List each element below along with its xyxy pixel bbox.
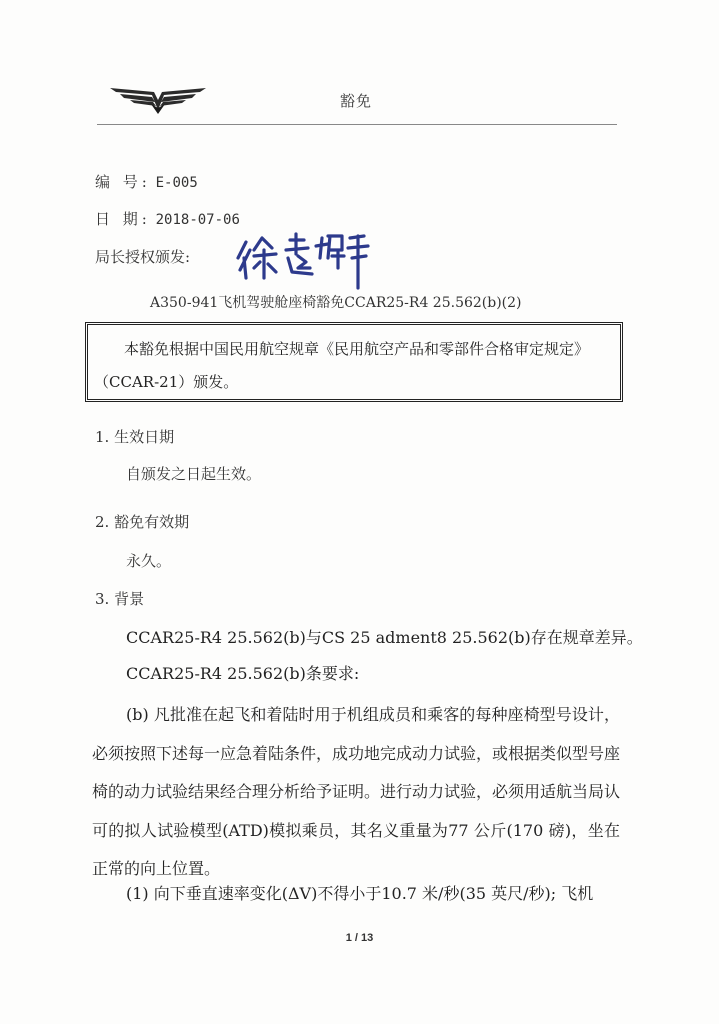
background-paragraph-b: (b) 凡批准在起飞和着陆时用于机组成员和乘客的每种座椅型号设计，必须按照下述每一应急着陆条件，成功地完成动力试验，或根据类似型号座椅的动力试验结果经合理分析给予证明。进行动力试验，必须用适航当局认可的拟人试验模型(ATD)模拟乘员，其名义重量为77 公斤(170 磅)，坐在正常的向上位置。 bbox=[92, 705, 621, 878]
date-line bbox=[95, 208, 240, 229]
section-heading-effective-date: 1. 生效日期 bbox=[95, 428, 175, 446]
background-item-1: (1) 向下垂直速率变化(ΔV)不得小于10.7 米/秒(35 英尺/秒); 飞机 bbox=[126, 884, 594, 903]
background-line-2: CCAR25-R4 25.562(b)条要求: bbox=[126, 664, 360, 683]
authorized-line bbox=[95, 246, 190, 267]
notice-box bbox=[85, 322, 623, 402]
section-body-validity: 永久。 bbox=[126, 552, 172, 570]
number-value: E-005 bbox=[155, 175, 198, 191]
number-line bbox=[95, 171, 198, 192]
header-divider bbox=[97, 124, 617, 125]
notice-text: 本豁免根据中国民用航空规章《民用航空产品和零部件合格审定规定》（CCAR-21）颁发。 bbox=[94, 340, 590, 391]
caac-wings-logo bbox=[108, 78, 208, 118]
section-heading-background: 3. 背景 bbox=[95, 590, 145, 608]
number-label: 编 号: bbox=[95, 173, 151, 191]
date-value: 2018-07-06 bbox=[155, 212, 240, 228]
section-body-effective-date: 自颁发之日起生效。 bbox=[126, 465, 262, 483]
date-label: 日 期: bbox=[95, 210, 151, 228]
handwritten-signature bbox=[232, 228, 382, 290]
page-number: 1 / 13 bbox=[345, 932, 374, 944]
header-title: 豁免 bbox=[340, 92, 373, 110]
background-line-1: CCAR25-R4 25.562(b)与CS 25 adment8 25.562(b)存在规章差异。 bbox=[126, 628, 643, 647]
section-heading-validity: 2. 豁免有效期 bbox=[95, 513, 190, 531]
document-title: A350-941飞机驾驶舱座椅豁免CCAR25-R4 25.562(b)(2) bbox=[150, 295, 522, 311]
authorized-label: 局长授权颁发: bbox=[95, 248, 191, 266]
